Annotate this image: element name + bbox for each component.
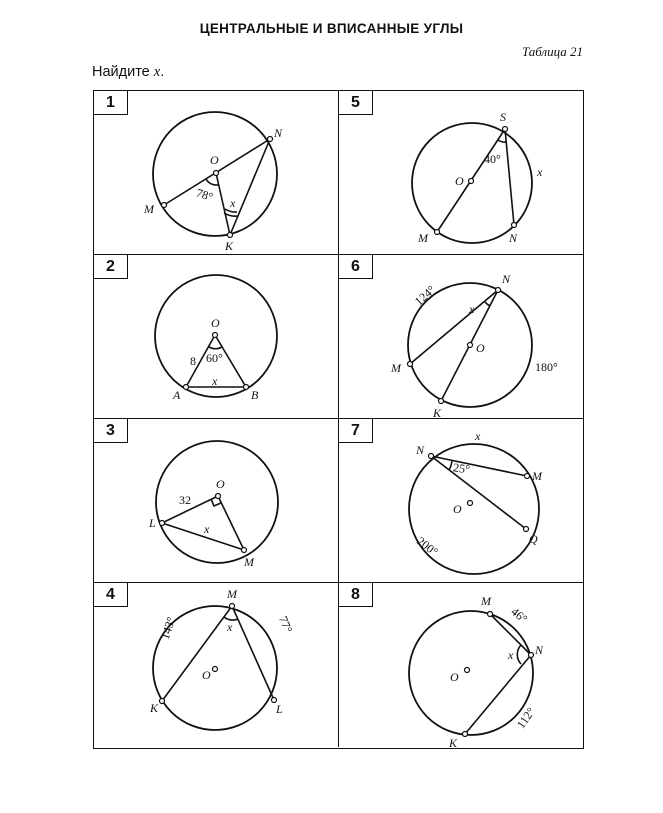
angle-value: 60° [206, 351, 223, 365]
label-q: Q [529, 532, 538, 546]
table-number: Таблица 21 [521, 44, 583, 59]
label-b: B [251, 388, 259, 402]
point-o [216, 494, 221, 499]
point-n [429, 454, 434, 459]
problem-number: 2 [94, 255, 128, 279]
radius-ok [216, 173, 230, 235]
label-o: O [476, 341, 485, 355]
angle-value: 78° [194, 185, 215, 205]
point-n [529, 653, 534, 658]
angle-arc [209, 347, 222, 349]
task-statement [92, 64, 164, 81]
label-o: O [450, 670, 459, 684]
label-n: N [535, 643, 544, 657]
point-b [244, 385, 249, 390]
problem-number: 8 [339, 583, 373, 607]
point-o [469, 179, 474, 184]
arc-143: 143° [157, 615, 179, 642]
angle-arc [517, 645, 521, 664]
arc-112: 112° [513, 704, 538, 732]
label-o: O [455, 174, 464, 188]
point-k [439, 399, 444, 404]
label-k: K [150, 701, 159, 715]
problem-6 [339, 255, 584, 419]
label-l: L [149, 516, 156, 530]
arc-180: 180° [535, 360, 558, 374]
point-o [213, 667, 218, 672]
angle-arc [485, 302, 490, 306]
point-n [512, 223, 517, 228]
label-o: O [202, 668, 211, 682]
problem-4 [94, 583, 339, 747]
problem-number: 4 [94, 583, 128, 607]
label-k: K [433, 406, 442, 419]
problem-2 [94, 255, 339, 419]
problem-7 [339, 419, 584, 583]
arc-124: 124° [411, 282, 439, 309]
unknown-x: x [227, 620, 233, 634]
point-k [228, 233, 233, 238]
problem-number: 5 [339, 91, 373, 115]
problem-1 [94, 91, 339, 255]
unknown-x: x [204, 522, 210, 536]
side-value: 8 [190, 354, 196, 368]
arc-200: 200° [414, 533, 441, 559]
label-o: O [216, 477, 225, 491]
point-o [468, 501, 473, 506]
point-m [488, 612, 493, 617]
chord-nm [431, 456, 527, 476]
chord-sn [505, 129, 514, 225]
problem-number: 7 [339, 419, 373, 443]
label-o: O [453, 502, 462, 516]
problem-5 [339, 91, 584, 255]
unknown-x: x [469, 302, 475, 316]
problems-grid [93, 90, 584, 749]
diagram-8 [339, 583, 584, 747]
label-l: L [276, 702, 283, 716]
angle-value: 25° [452, 460, 471, 477]
point-k [160, 699, 165, 704]
unknown-x: x [508, 648, 514, 662]
task-variable: x [153, 64, 161, 80]
point-m [242, 548, 247, 553]
point-m [525, 474, 530, 479]
diagram-7 [339, 419, 584, 583]
label-m: M [227, 587, 237, 601]
label-o: O [211, 316, 220, 330]
diagram-2 [94, 255, 339, 419]
label-k: K [225, 239, 234, 253]
point-m [230, 604, 235, 609]
chord-nq [431, 456, 526, 529]
angle-arc [498, 140, 506, 142]
unknown-x: x [230, 196, 236, 210]
diagram-4 [94, 583, 339, 747]
unknown-x: x [475, 429, 481, 443]
problem-number: 6 [339, 255, 373, 279]
page-title: ЦЕНТРАЛЬНЫЕ И ВПИСАННЫЕ УГЛЫ [199, 21, 464, 36]
label-m: M [391, 361, 401, 375]
arc-46: 46° [508, 604, 531, 627]
point-n [496, 288, 501, 293]
point-s [503, 127, 508, 132]
point-o [214, 171, 219, 176]
problem-number: 1 [94, 91, 128, 115]
problem-8 [339, 583, 584, 747]
task-prefix: Найдите [92, 64, 150, 80]
point-q [524, 527, 529, 532]
point-m [162, 203, 167, 208]
point-n [268, 137, 273, 142]
unknown-x: x [537, 165, 543, 179]
problem-number: 3 [94, 419, 128, 443]
problem-3 [94, 419, 339, 583]
task-suffix: . [160, 64, 165, 80]
point-m [408, 362, 413, 367]
label-k: K [449, 736, 458, 747]
diagram-3 [94, 419, 339, 583]
point-o [213, 333, 218, 338]
label-m: M [418, 231, 428, 245]
angle-value: 40° [484, 152, 501, 166]
label-m: M [244, 555, 254, 569]
angle-arc [449, 460, 452, 470]
point-m [435, 230, 440, 235]
label-n: N [416, 443, 425, 457]
label-m: M [481, 594, 491, 608]
label-m: M [532, 469, 542, 483]
point-o [468, 343, 473, 348]
point-a [184, 385, 189, 390]
circle [409, 611, 533, 735]
diagram-5 [339, 91, 584, 255]
arc-77: 77° [275, 613, 296, 635]
label-m: M [144, 202, 154, 216]
circle [156, 441, 278, 563]
point-k [463, 732, 468, 737]
angle-arc [206, 179, 218, 185]
unknown-x: x [212, 374, 218, 388]
diagram-6 [339, 255, 584, 419]
label-a: A [173, 388, 181, 402]
diagram-1 [94, 91, 339, 255]
label-n: N [274, 126, 283, 140]
point-l [160, 521, 165, 526]
label-n: N [502, 272, 511, 286]
label-o: O [210, 153, 219, 167]
label-s: S [500, 110, 506, 124]
point-o [465, 668, 470, 673]
side-value: 32 [179, 493, 191, 507]
label-n: N [509, 231, 518, 245]
chord-kn [230, 139, 270, 235]
